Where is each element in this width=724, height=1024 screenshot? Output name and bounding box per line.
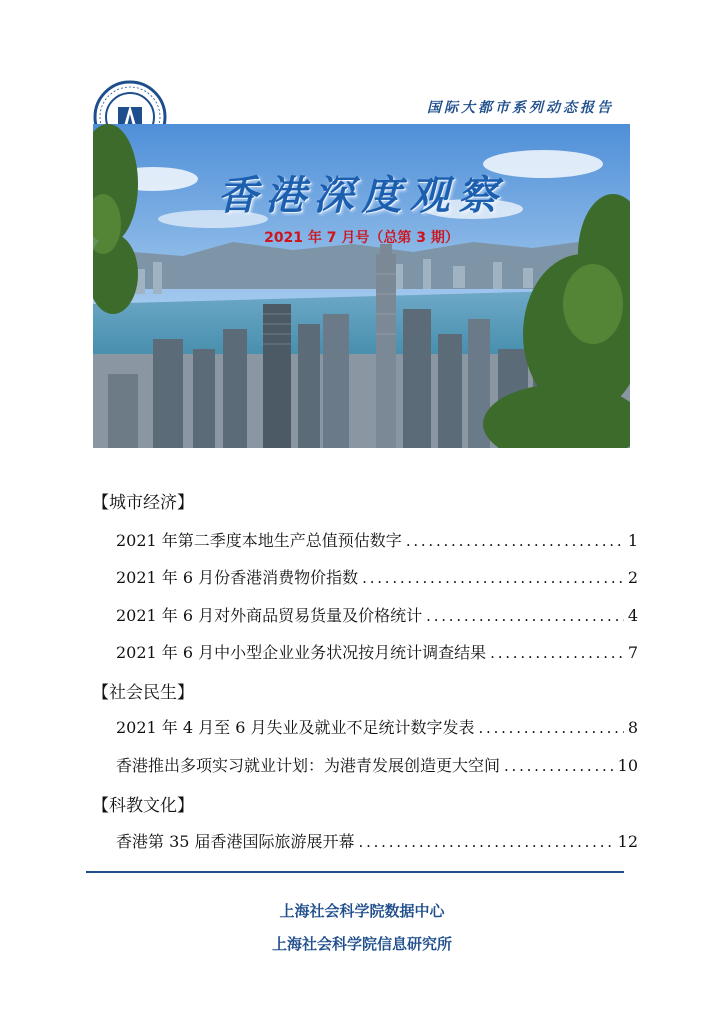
- toc-entry-page: 12: [617, 832, 638, 851]
- toc-entry[interactable]: [116, 528, 638, 552]
- hero-title: 香港深度观察: [217, 172, 506, 219]
- toc-entry[interactable]: [116, 603, 638, 627]
- toc-leader-dots: [504, 757, 614, 775]
- toc-entry-title: 香港第 35 届香港国际旅游展开幕: [116, 832, 355, 851]
- toc-entry[interactable]: [116, 715, 638, 739]
- toc-entry-title: 2021 年 6 月中小型企业业务状况按月统计调查结果: [116, 643, 487, 662]
- footer-divider: [86, 871, 624, 873]
- issue-label: 2021 年 7 月号（总第 3 期）: [264, 230, 459, 246]
- section-heading-society: 【社会民生】: [92, 683, 194, 703]
- toc-leader-dots: [426, 607, 624, 625]
- toc-entry-title: 2021 年第二季度本地生产总值预估数字: [116, 531, 402, 550]
- hero-cityscape-image: [93, 124, 630, 448]
- toc-leader-dots: [490, 644, 624, 662]
- section-heading-culture: 【科教文化】: [92, 796, 194, 816]
- toc-leader-dots: [359, 833, 614, 851]
- toc-entry-page: 2: [627, 568, 638, 587]
- toc-leader-dots: [362, 569, 624, 587]
- toc-entry[interactable]: [116, 640, 638, 664]
- toc-entry-page: 7: [627, 643, 638, 662]
- toc-entry-title: 2021 年 6 月对外商品贸易货量及价格统计: [116, 606, 423, 625]
- toc-entry-title: 香港推出多项实习就业计划：为港青发展创造更大空间: [116, 756, 501, 775]
- footer-org-info-institute: 上海社会科学院信息研究所: [271, 935, 452, 953]
- series-title: 国际大都市系列动态报告: [427, 100, 614, 116]
- toc-leader-dots: [479, 719, 624, 737]
- toc-entry-page: 8: [627, 718, 638, 737]
- footer-org-data-center: 上海社会科学院数据中心: [279, 902, 445, 920]
- toc-entry[interactable]: [116, 829, 638, 853]
- toc-entry[interactable]: [116, 565, 638, 589]
- toc-entry-page: 1: [627, 531, 638, 550]
- toc-entry-title: 2021 年 6 月份香港消费物价指数: [116, 568, 359, 587]
- toc-entry-page: 4: [627, 606, 638, 625]
- section-heading-economy: 【城市经济】: [92, 493, 194, 513]
- toc-leader-dots: [406, 532, 624, 550]
- toc-entry-title: 2021 年 4 月至 6 月失业及就业不足统计数字发表: [116, 718, 475, 737]
- toc-entry-page: 10: [617, 756, 638, 775]
- toc-entry[interactable]: [116, 753, 638, 777]
